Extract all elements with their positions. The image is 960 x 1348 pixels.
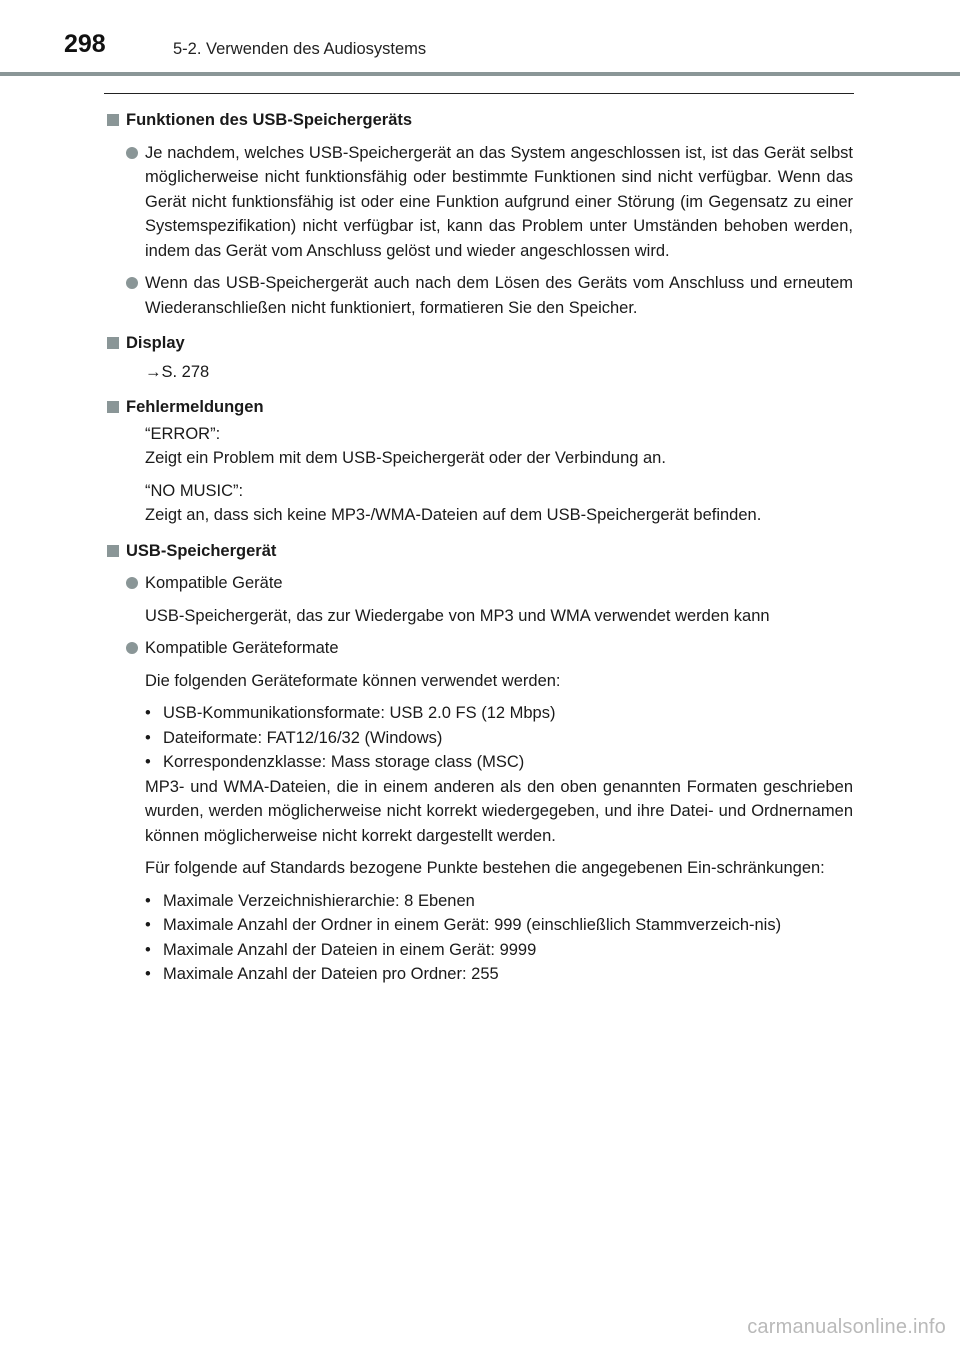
list-item: • Maximale Anzahl der Ordner in einem Gerät: 999 (einschließlich Stammverzeich-nis) xyxy=(145,913,853,938)
error-description: Zeigt an, dass sich keine MP3-/WMA-Dateien auf dem USB-Speichergerät befinden. xyxy=(145,506,762,524)
square-bullet-icon xyxy=(107,401,119,413)
error-code: “NO MUSIC”: xyxy=(145,481,244,500)
list-item: • Maximale Anzahl der Dateien in einem Gerät: 9999 xyxy=(145,938,853,963)
section-heading: Funktionen des USB-Speichergeräts xyxy=(107,108,853,133)
error-description: Zeigt ein Problem mit dem USB-Speichergerät oder der Verbindung an. xyxy=(145,449,666,467)
list-item: • Dateiformate: FAT12/16/32 (Windows) xyxy=(145,726,853,751)
top-rule xyxy=(104,93,854,94)
page-reference-link[interactable]: →S. 278 xyxy=(145,362,210,381)
circle-item: Kompatible Geräteformate xyxy=(107,636,853,661)
circle-bullet-icon xyxy=(126,577,138,589)
circle-bullet-icon xyxy=(126,277,138,289)
page-content xyxy=(107,108,853,987)
list-item: • Maximale Verzeichnishierarchie: 8 Ebenen xyxy=(145,889,853,914)
paragraph: Für folgende auf Standards bezogene Punkte bestehen die angegebenen Ein-schränkungen: xyxy=(145,859,825,877)
list-item: • Korrespondenzklasse: Mass storage class (MSC) xyxy=(145,750,853,775)
square-bullet-icon xyxy=(107,545,119,557)
format-note: MP3- und WMA-Dateien, die in einem anderen als den oben genannten Formaten geschrieben wurden, werden möglicherweise nicht korrekt wiedergegeben, und ihre Datei- und Ordnernamen können möglicherweise nicht korrekt dargestellt werden. xyxy=(145,777,853,845)
header-bar xyxy=(0,72,960,76)
chapter-title: 5-2. Verwenden des Audiosystems xyxy=(173,40,427,58)
square-bullet-icon xyxy=(107,337,119,349)
error-message-block xyxy=(107,422,853,471)
circle-bullet-icon xyxy=(126,642,138,654)
list-item: • USB-Kommunikationsformate: USB 2.0 FS (12 Mbps) xyxy=(145,701,853,726)
limits-list xyxy=(107,889,853,987)
format-list xyxy=(107,701,853,848)
watermark: carmanualsonline.info xyxy=(747,1316,946,1338)
error-code: “ERROR”: xyxy=(145,424,221,443)
error-message-block xyxy=(107,479,853,528)
circle-bullet-icon xyxy=(126,147,138,159)
list-item: • Maximale Anzahl der Dateien pro Ordner: 255 xyxy=(145,962,853,987)
circle-item: Je nachdem, welches USB-Speichergerät an das System angeschlossen ist, ist das Gerät selbst möglicherweise nicht funktionsfähig oder bestimmte Funktionen sind nicht verfügbar. Wenn das Gerät nicht funktionsfähig ist oder eine Funktion aufgrund einer Störung (im Gegensatz zu einer Systemspezifikation) nicht verfügbar ist, kann das Problem unter Umständen behoben werden, indem das Gerät vom Anschluss gelöst und wieder angeschlossen wird. xyxy=(107,141,853,264)
circle-item: Kompatible Geräte xyxy=(107,571,853,596)
section-heading: Fehlermeldungen xyxy=(107,395,853,420)
paragraph: USB-Speichergerät, das zur Wiedergabe von MP3 und WMA verwendet werden kann xyxy=(145,606,770,625)
section-heading: USB-Speichergerät xyxy=(107,539,853,564)
section-heading: Display xyxy=(107,331,853,356)
circle-item: Wenn das USB-Speichergerät auch nach dem Lösen des Geräts vom Anschluss und erneutem Wiederanschließen nicht funktioniert, formatieren Sie den Speicher. xyxy=(107,271,853,320)
page-number: 298 xyxy=(64,30,106,58)
paragraph: Die folgenden Geräteformate können verwendet werden: xyxy=(145,671,561,690)
page-header xyxy=(0,0,960,76)
square-bullet-icon xyxy=(107,114,119,126)
